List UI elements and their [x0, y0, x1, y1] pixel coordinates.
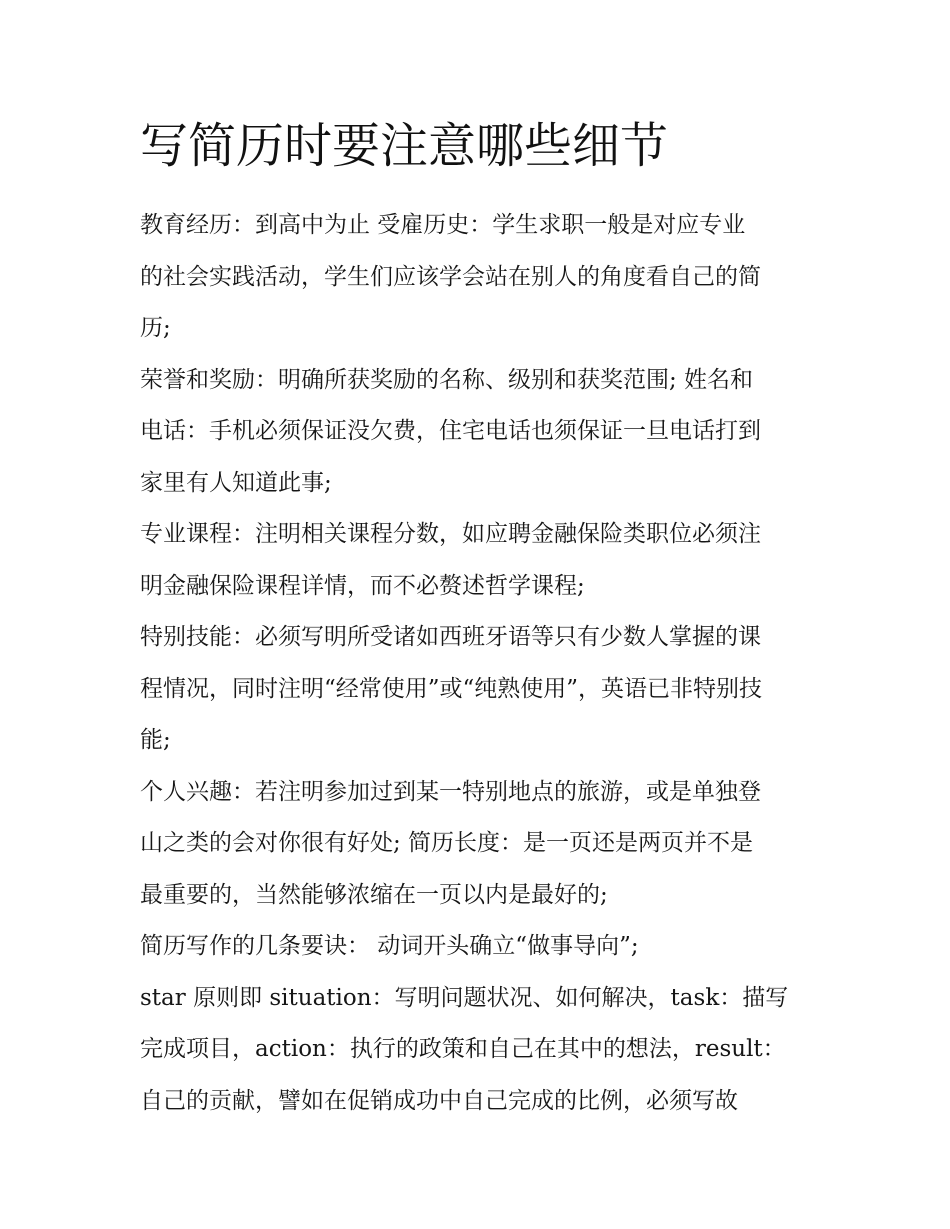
text-line: 完成项目，action：执行的政策和自己在其中的想法，result：	[140, 1036, 786, 1062]
page-title: 写简历时要注意哪些细节	[140, 118, 669, 174]
text-line: 能;	[140, 727, 171, 753]
text-line: 明金融保险课程详情，而不必赘述哲学课程;	[140, 572, 585, 599]
text-line: 的社会实践活动，学生们应该学会站在别人的角度看自己的简	[140, 263, 761, 290]
text-line: star 原则即 situation：写明问题状况、如何解决，task：描写	[140, 984, 789, 1011]
document-body	[140, 200, 820, 1127]
text-line: 个人兴趣：若注明参加过到某一特别地点的旅游，或是单独登	[140, 778, 761, 805]
text-line: 荣誉和奖励：明确所获奖励的名称、级别和获奖范围; 姓名和	[140, 366, 754, 393]
text-line: 山之类的会对你很有好处; 简历长度：是一页还是两页并不是	[140, 830, 754, 856]
text-line: 教育经历：到高中为止 受雇历史：学生求职一般是对应专业	[140, 212, 746, 238]
text-line: 特别技能：必须写明所受诸如西班牙语等只有少数人掌握的课	[140, 624, 761, 650]
text-line: 电话：手机必须保证没欠费，住宅电话也须保证一旦电话打到	[140, 418, 761, 444]
text-line: 简历写作的几条要诀： 动词开头确立“做事导向”;	[140, 933, 639, 959]
text-line: 专业课程：注明相关课程分数，如应聘金融保险类职位必须注	[140, 521, 761, 547]
text-line: 自己的贡献，譬如在促销成功中自己完成的比例，必须写故	[140, 1087, 738, 1114]
text-line: 家里有人知道此事;	[140, 469, 332, 496]
text-line: 历;	[140, 315, 171, 341]
text-line: 最重要的，当然能够浓缩在一页以内是最好的;	[140, 881, 608, 908]
text-line: 程情况，同时注明“经常使用”或“纯熟使用”，英语已非特别技	[140, 675, 763, 702]
